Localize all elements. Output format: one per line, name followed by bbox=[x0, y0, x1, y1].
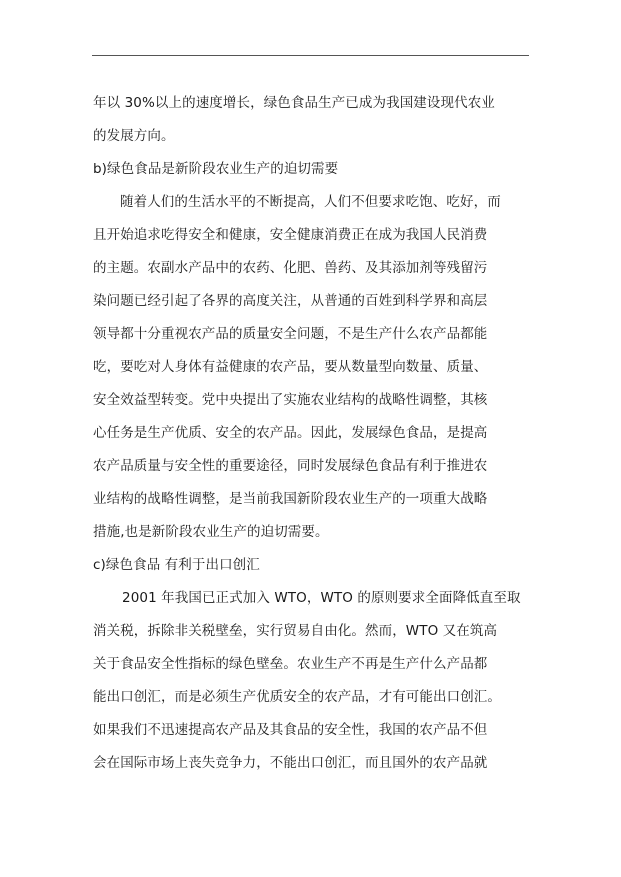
text-line: 会在国际市场上丧失竞争力，不能出口创汇，而且国外的农产品就 bbox=[93, 755, 488, 771]
text-line: 业结构的战略性调整，是当前我国新阶段农业生产的一项重大战略 bbox=[93, 491, 488, 507]
text-line: 染问题已经引起了各界的高度关注，从普通的百姓到科学界和高层 bbox=[93, 293, 488, 309]
text-line: 随着人们的生活水平的不断提高，人们不但要求吃饱、吃好，而 bbox=[120, 194, 501, 210]
text-line: 关于食品安全性指标的绿色壁垒。农业生产不再是生产什么产品都 bbox=[93, 656, 488, 672]
text-line: 领导都十分重视农产品的质量安全问题，不是生产什么农产品都能 bbox=[93, 326, 488, 342]
text-line: 吃，要吃对人身体有益健康的农产品，要从数量型向数量、质量、 bbox=[93, 359, 488, 375]
text-line: 能出口创汇，而是必须生产优质安全的农产品，才有可能出口创汇。 bbox=[93, 689, 501, 705]
text-line: 且开始追求吃得安全和健康，安全健康消费正在成为我国人民消费 bbox=[93, 227, 488, 243]
text-line: 措施,也是新阶段农业生产的迫切需要。 bbox=[93, 524, 329, 540]
section-heading-b: b)绿色食品是新阶段农业生产的迫切需要 bbox=[93, 161, 339, 177]
header-rule bbox=[92, 55, 529, 56]
text-line: 的主题。农副水产品中的农药、化肥、兽药、及其添加剂等残留污 bbox=[93, 260, 488, 276]
text-line: 2001 年我国已正式加入 WTO，WTO 的原则要求全面降低直至取 bbox=[122, 590, 521, 606]
text-line: 如果我们不迅速提高农产品及其食品的安全性，我国的农产品不但 bbox=[93, 722, 488, 738]
text-line: 安全效益型转变。党中央提出了实施农业结构的战略性调整，其核 bbox=[93, 392, 488, 408]
text-line: 年以 30%以上的速度增长，绿色食品生产已成为我国建设现代农业 bbox=[93, 95, 495, 111]
section-heading-c: c)绿色食品 有利于出口创汇 bbox=[93, 557, 260, 573]
text-line: 消关税，拆除非关税壁垒，实行贸易自由化。然而，WTO 又在筑高 bbox=[93, 623, 498, 639]
text-line: 农产品质量与安全性的重要途径，同时发展绿色食品有利于推进农 bbox=[93, 458, 488, 474]
text-line: 心任务是生产优质、安全的农产品。因此，发展绿色食品，是提高 bbox=[93, 425, 488, 441]
text-line: 的发展方向。 bbox=[93, 128, 175, 144]
